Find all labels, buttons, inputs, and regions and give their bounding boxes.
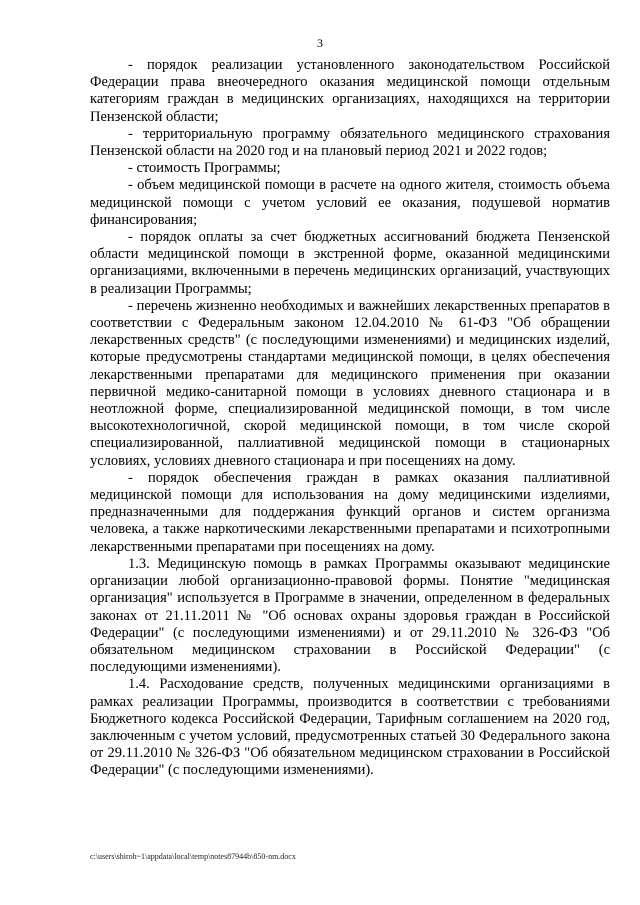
paragraph-list-item: - порядок обеспечения граждан в рамках оказания паллиативной медицинской помощи для использования на дому медицинскими изделиями, предназначенными для поддержания функций органов и систем организма человека, а также наркотическими лекарственными препаратами и психотропными лекарственными препаратами при посещениях на дому. (90, 469, 610, 555)
document-body (90, 57, 610, 780)
paragraph-list-item: - перечень жизненно необходимых и важнейших лекарственных препаратов в соответствии с Федеральным законом 12.04.2010 № 61-ФЗ "Об обращении лекарственных средств" (с последующими изменениями) и медицинских изделий, которые предусмотрены стандартами медицинской помощи, в целях обеспечения лекарственными препаратами для медицинского применения при оказании первичной медико-санитарной помощи в условиях дневного стационара и в неотложной форме, специализированной медицинской помощи, в том числе высокотехнологичной, скорой медицинской помощи, в том числе скорой специализированной, паллиативной медицинской помощи в стационарных условиях, условиях дневного стационара и при посещениях на дому. (90, 297, 610, 469)
paragraph-list-item: - порядок оплаты за счет бюджетных ассигнований бюджета Пензенской области медицинской помощи в экстренной форме, оказанной медицинскими организациями, включенными в перечень медицинских организаций, участвующих в реализации Программы; (90, 229, 610, 297)
paragraph-list-item: - объем медицинской помощи в расчете на одного жителя, стоимость объема медицинской помощи с учетом условий ее оказания, подушевой норматив финансирования; (90, 177, 610, 228)
paragraph-list-item: - стоимость Программы; (128, 160, 281, 177)
paragraph-list-item: - территориальную программу обязательного медицинского страхования Пензенской области на 2020 год и на плановый период 2021 и 2022 годов; (90, 125, 610, 160)
footer-file-path: c:\users\shiroh~1\appdata\local\temp\notes87944b\850-nm.docx (90, 852, 296, 861)
page-number: 3 (317, 36, 323, 50)
paragraph-list-item: - порядок реализации установленного законодательством Российской Федерации права внеочередного оказания медицинской помощи отдельным категориям граждан в медицинских организациях, находящихся на территории Пензенской области; (90, 57, 610, 125)
paragraph-section-1-3: 1.3. Медицинскую помощь в рамках Программы оказывают медицинские организации любой организационно-правовой формы. Понятие "медицинская организация" используется в Программе в значении, определенном в федеральных законах от 21.11.2011 № "Об основах охраны здоровья граждан в Российской Федерации" (с последующими изменениями) и от 29.11.2010 № 326-ФЗ "Об обязательном медицинском страховании в Российской Федерации" (с последующими изменениями). (90, 555, 610, 676)
paragraph-section-1-4: 1.4. Расходование средств, полученных медицинскими организациями в рамках реализации Программы, производится в соответствии с требованиями Бюджетного кодекса Российской Федерации, Тарифным соглашением на 2020 год, заключенным с учетом условий, предусмотренных статьей 30 Федерального закона от 29.11.2010 № 326-ФЗ "Об обязательном медицинском страховании в Российской Федерации" (с последующими изменениями). (90, 676, 610, 779)
